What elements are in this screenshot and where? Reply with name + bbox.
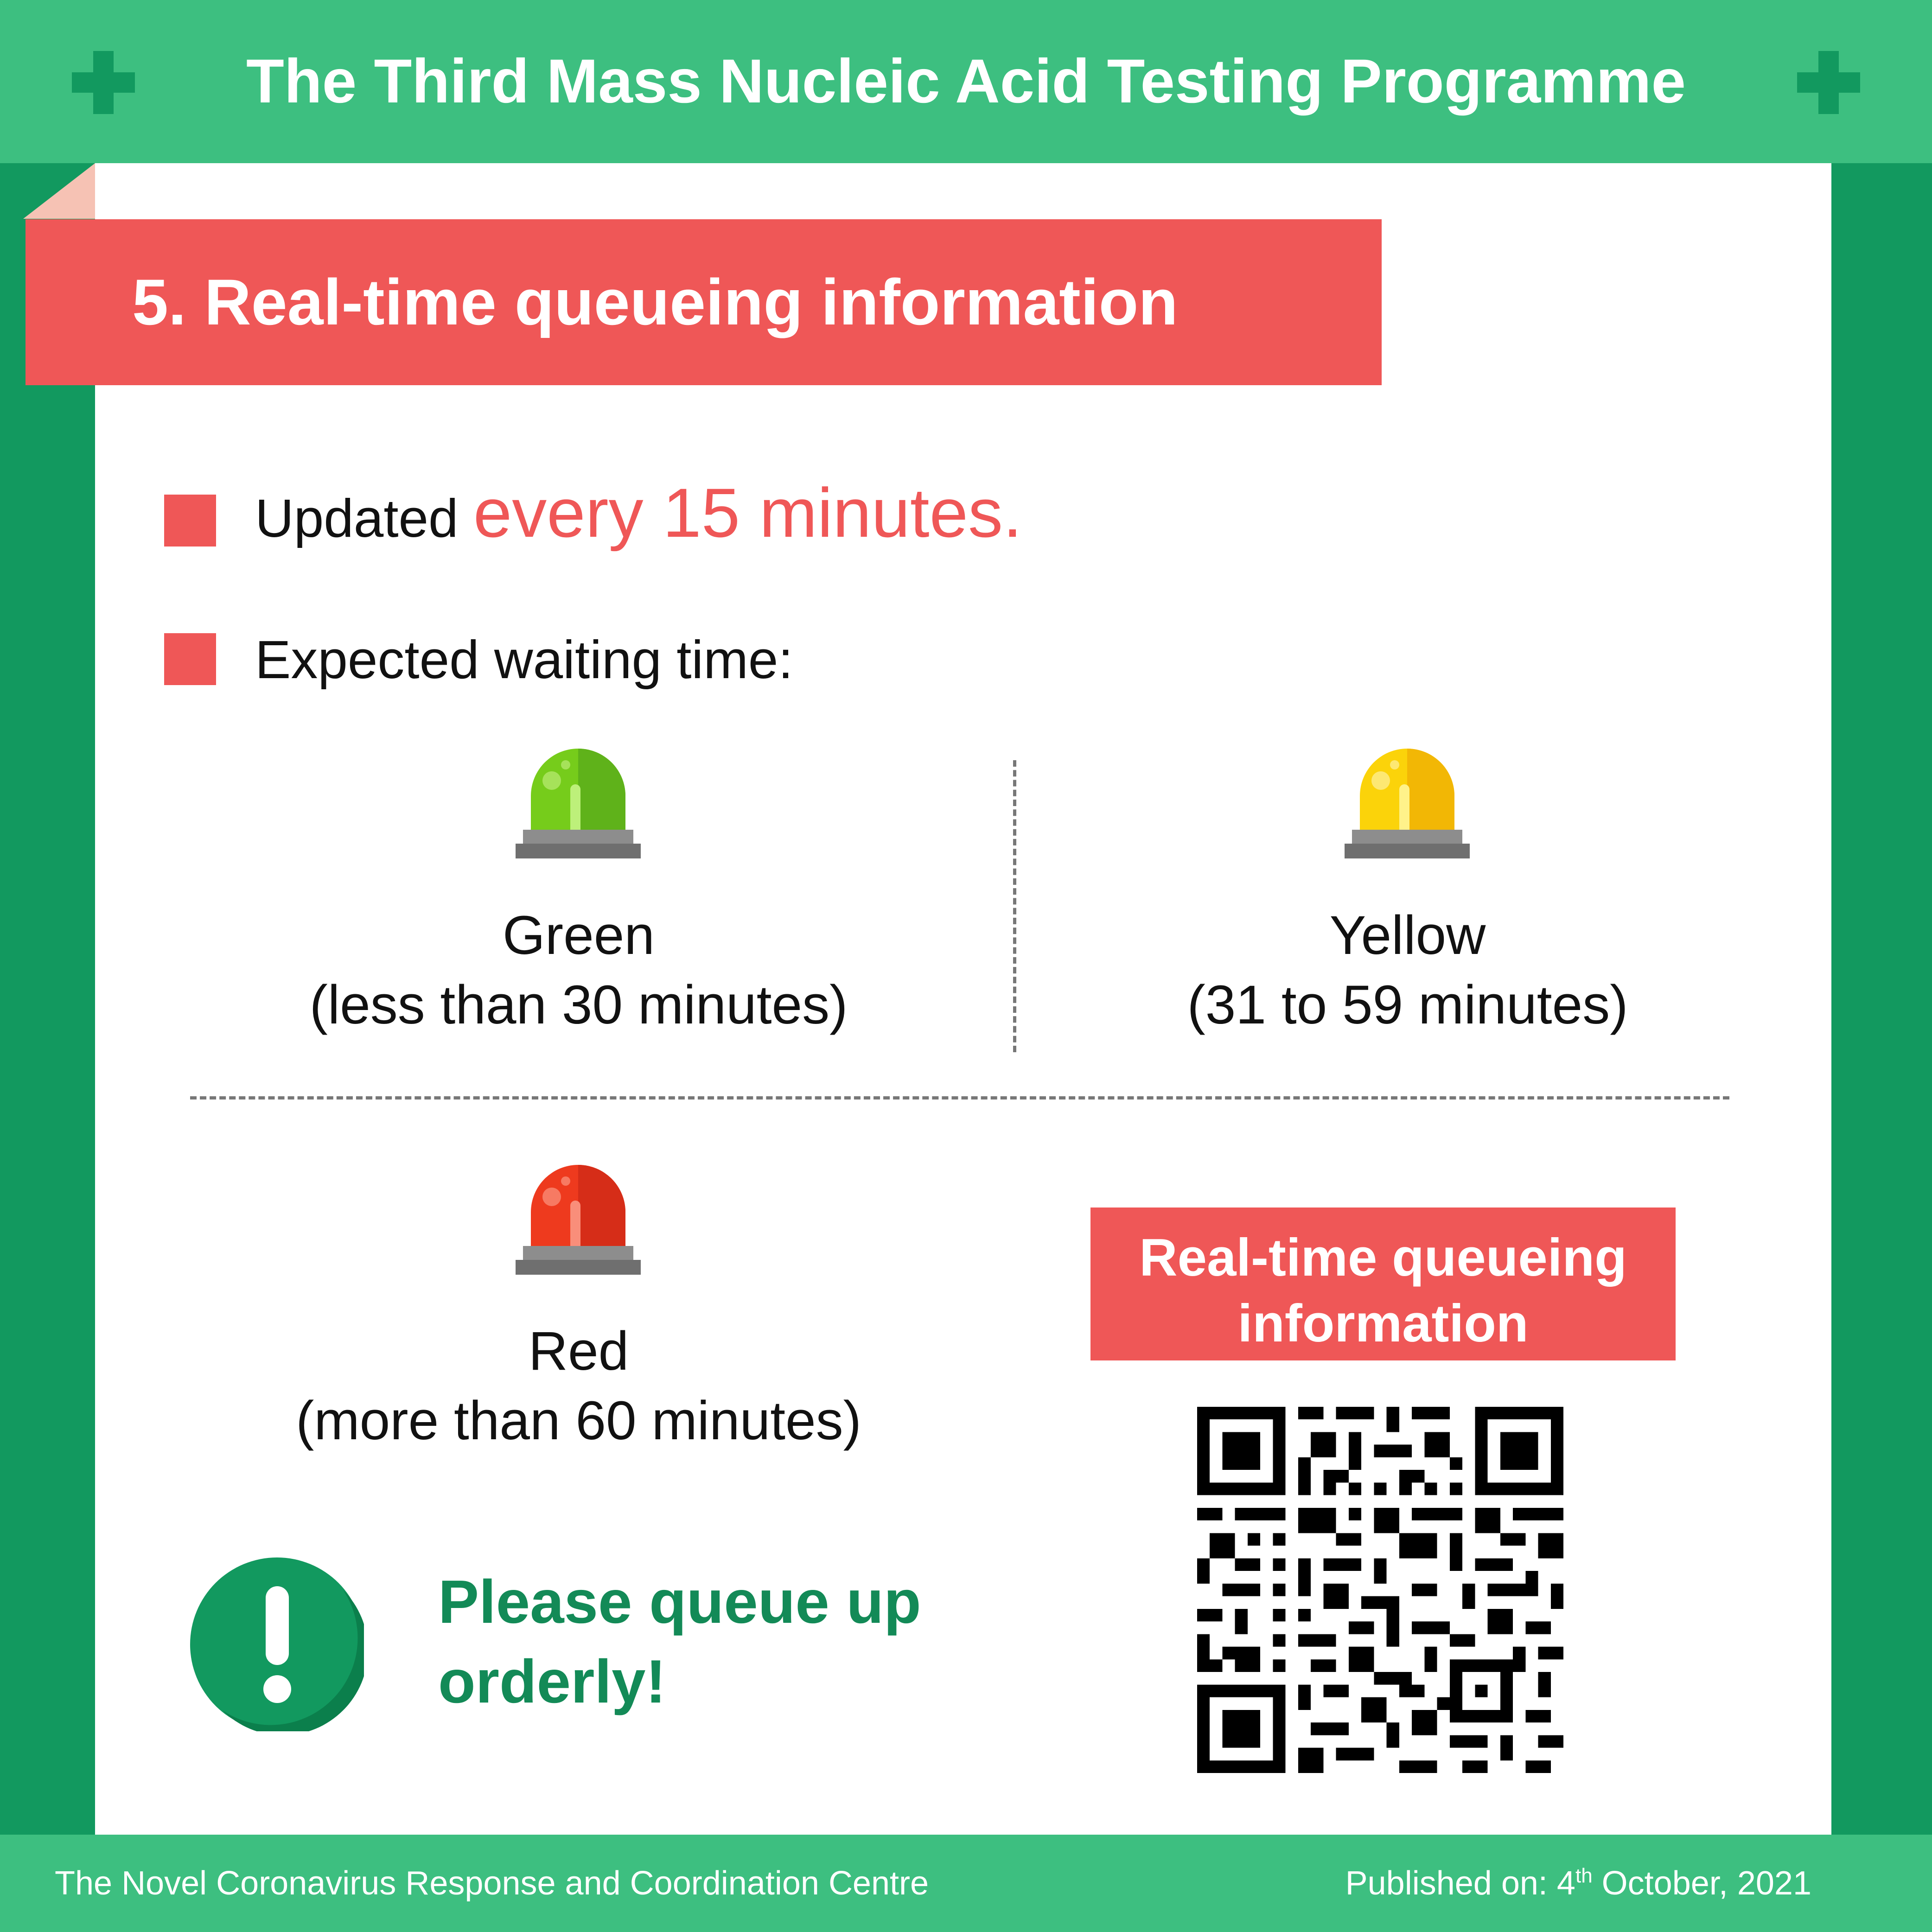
header-bar <box>0 0 1932 163</box>
vertical-divider <box>1013 760 1016 1052</box>
green-siren-icon <box>516 747 641 858</box>
section-title: 5. Real-time queueing information <box>132 266 1178 338</box>
level-range: (less than 30 minutes) <box>309 974 848 1036</box>
queue-notice: Please queue up orderly! <box>438 1568 921 1716</box>
horizontal-divider <box>190 1096 1729 1099</box>
level-range: (31 to 59 minutes) <box>1187 974 1628 1036</box>
update-interval: every 15 minutes. <box>473 474 1022 552</box>
waiting-time-label: Expected waiting time: <box>255 629 793 690</box>
section-banner <box>26 219 1382 385</box>
qr-code-icon[interactable] <box>1197 1407 1563 1773</box>
bullet-square <box>164 495 216 547</box>
organisation-name: The Novel Coronavirus Response and Coordination Centre <box>55 1865 929 1902</box>
level-green <box>254 901 903 1040</box>
updated-label: Updated <box>255 488 459 548</box>
yellow-siren-icon <box>1345 747 1470 858</box>
paper-fold <box>23 163 95 219</box>
publish-date-prefix: Published on: 4 <box>1345 1865 1575 1902</box>
level-name: Yellow <box>1329 905 1486 966</box>
plus-cross-icon <box>1797 51 1860 114</box>
bullet-square <box>164 633 216 685</box>
level-range: (more than 60 minutes) <box>296 1390 861 1451</box>
level-red <box>254 1316 903 1455</box>
publish-date-ordinal: th <box>1575 1864 1593 1887</box>
red-siren-icon <box>516 1163 641 1275</box>
exclamation-icon <box>190 1557 364 1731</box>
level-name: Red <box>528 1321 629 1382</box>
update-frequency-text <box>255 473 1022 553</box>
level-yellow <box>1083 901 1732 1040</box>
publish-date <box>1345 1835 1811 1932</box>
level-name: Green <box>503 905 655 966</box>
qr-title: Real-time queueing information <box>1139 1228 1627 1353</box>
qr-banner <box>1090 1208 1676 1360</box>
poster-title: The Third Mass Nucleic Acid Testing Programme <box>246 47 1686 116</box>
footer-bar <box>0 1835 1932 1932</box>
publish-date-suffix: October, 2021 <box>1592 1865 1811 1902</box>
